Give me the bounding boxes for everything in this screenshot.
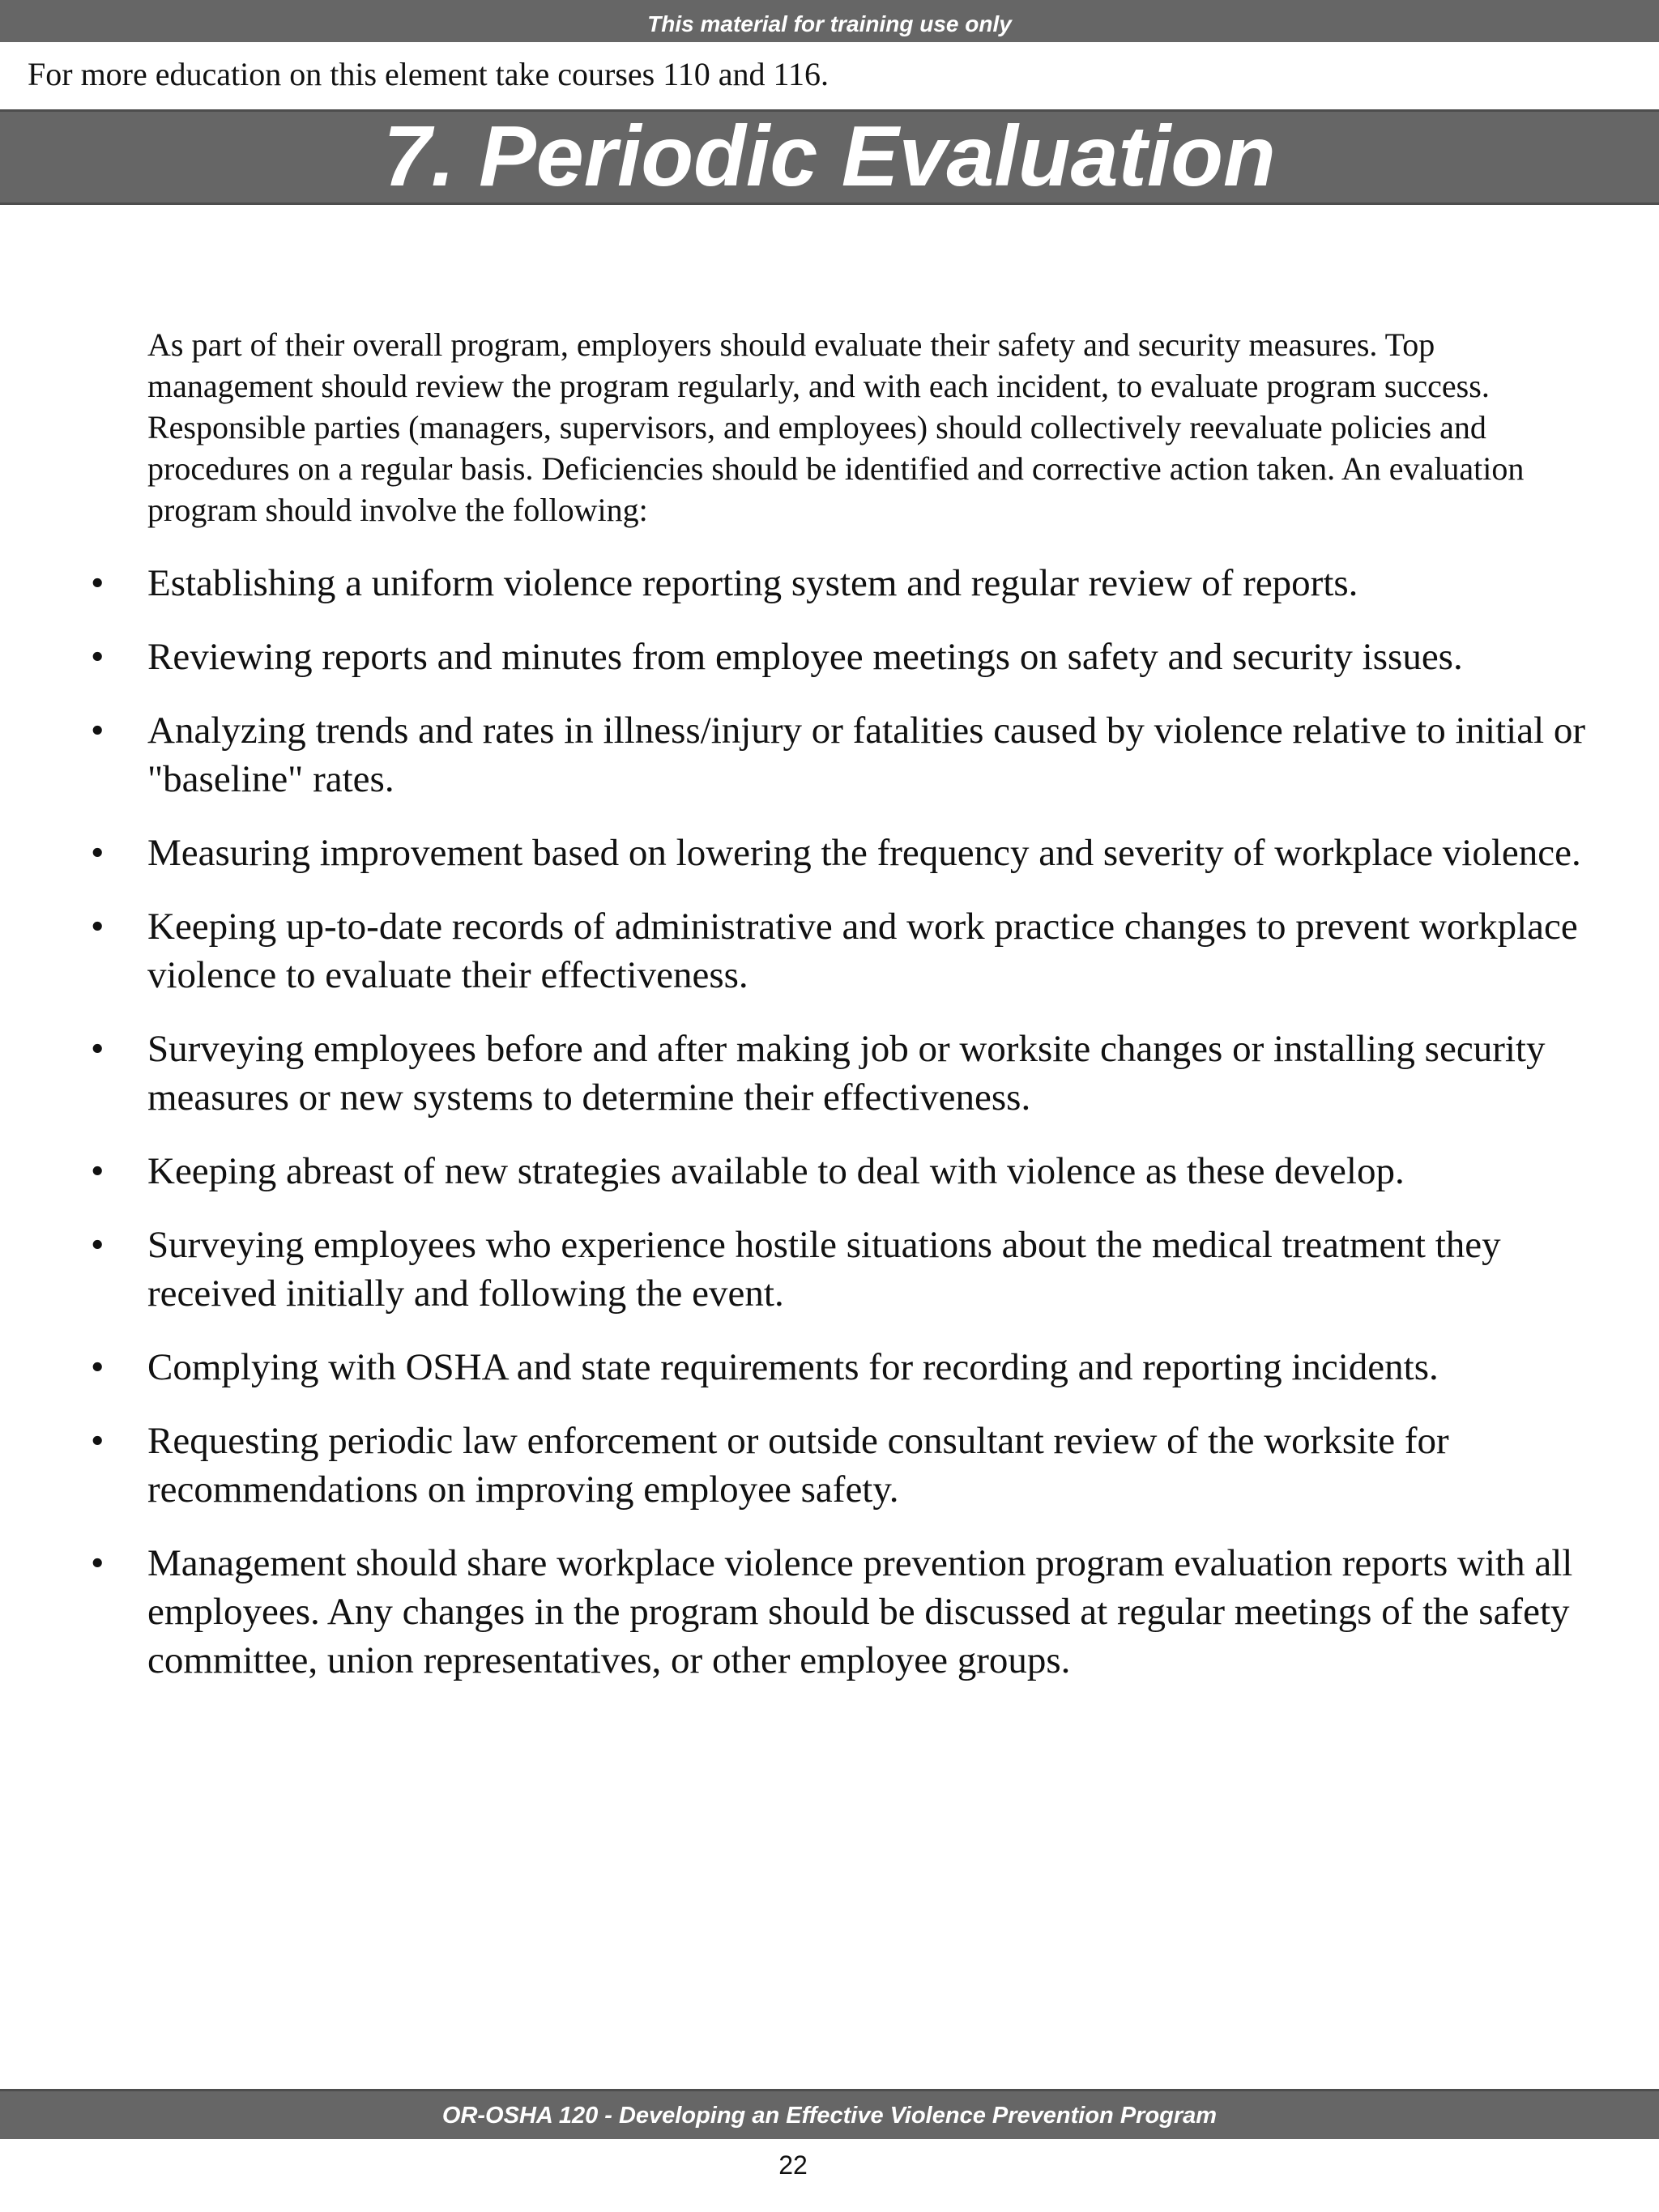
training-use-banner: This material for training use only [0,0,1659,42]
list-item-text: Establishing a uniform violence reporting system and regular review of reports. [147,562,1358,604]
list-item [0,1147,1597,1196]
intro-paragraph: As part of their overall program, employers should evaluate their safety and security measures. Top management should review the program regularly, and with each incident, to evaluate program success. Responsible parties (managers, supervisors, and employees) should collectively reevaluate policies and procedures on a regular basis. Deficiencies should be identified and corrective action taken. An evaluation program should involve the following: [147,326,1525,528]
list-item [0,829,1597,877]
bullet-icon: • [91,832,104,874]
list-item-text: Reviewing reports and minutes from employee meetings on safety and security issues. [147,636,1463,678]
list-item [0,1343,1597,1392]
list-item-text: Surveying employees who experience hostile situations about the medical treatment they received initially and following the event. [147,1224,1501,1315]
list-item-text: Surveying employees before and after making job or worksite changes or installing security measures or new systems to determine their effectiveness. [147,1028,1546,1119]
bullet-icon: • [91,1542,104,1584]
bullet-icon: • [91,1224,104,1266]
bullet-icon: • [91,1420,104,1462]
page-number: 22 [778,2150,808,2180]
bullet-icon: • [91,710,104,752]
bullet-icon: • [91,1028,104,1070]
list-item [0,902,1597,999]
page-title: 7. Periodic Evaluation [383,109,1276,204]
list-item-text: Requesting periodic law enforcement or outside consultant review of the worksite for recommendations on improving employee safety. [147,1420,1449,1511]
evaluation-bullet-list [0,559,1659,1710]
bullet-icon: • [91,1346,104,1388]
list-item-text: Keeping abreast of new strategies available to deal with violence as these develop. [147,1150,1405,1192]
list-item [0,1417,1597,1514]
bullet-icon: • [91,906,104,948]
list-item-text: Measuring improvement based on lowering the frequency and severity of workplace violence. [147,832,1581,874]
list-item [0,633,1597,681]
list-item [0,1221,1597,1318]
bullet-icon: • [91,1150,104,1192]
list-item-text: Keeping up-to-date records of administrative and work practice changes to prevent workplace violence to evaluate their effectiveness. [147,906,1578,996]
list-item-text: Complying with OSHA and state requirements for recording and reporting incidents. [147,1346,1439,1388]
list-item [0,706,1597,803]
bullet-icon: • [91,636,104,678]
list-item-text: Analyzing trends and rates in illness/injury or fatalities caused by violence relative to initial or "baseline" rates. [147,710,1586,800]
bullet-icon: • [91,562,104,604]
footer-bar: OR-OSHA 120 - Developing an Effective Violence Prevention Program [0,2089,1659,2139]
list-item [0,1539,1597,1685]
list-item [0,1025,1597,1122]
list-item-text: Management should share workplace violence prevention program evaluation reports with all employees. Any changes in the program should be discussed at regular meetings of the safety committee, union representatives, or other employee groups. [147,1542,1573,1681]
education-note: For more education on this element take courses 110 and 116. [28,56,830,92]
list-item [0,559,1597,607]
